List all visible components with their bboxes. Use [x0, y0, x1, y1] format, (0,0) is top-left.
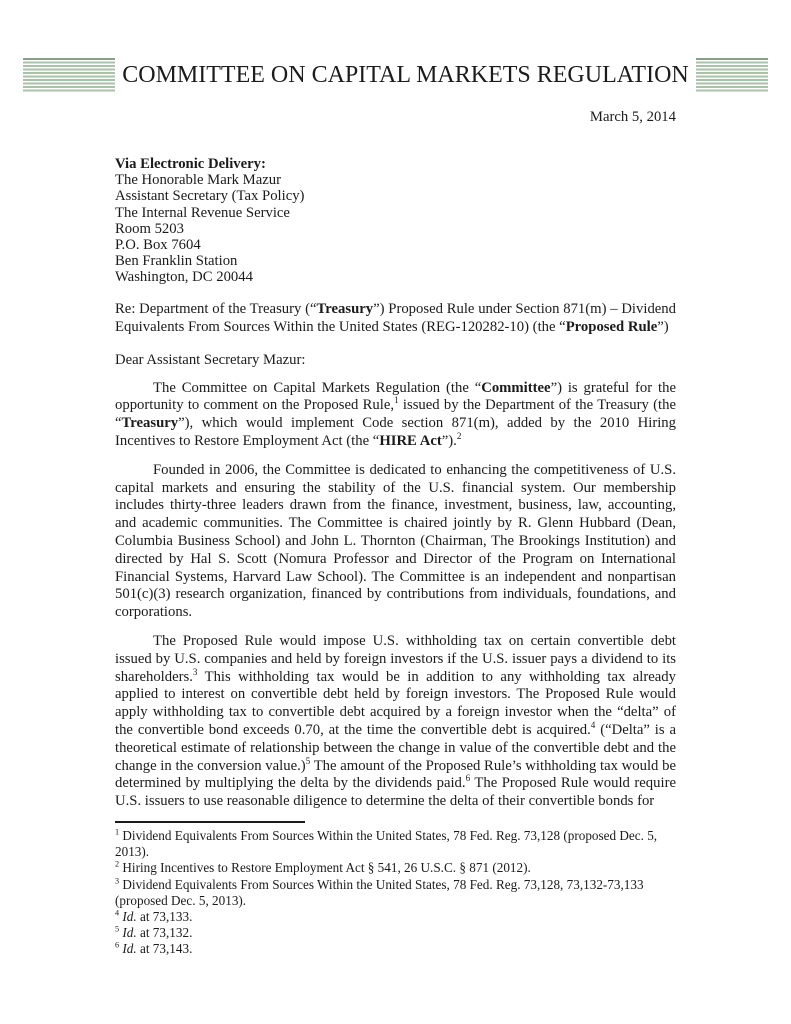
recipient-address-line: The Internal Revenue Service: [115, 204, 290, 221]
footnote-reference: 1: [394, 395, 399, 406]
body-paragraph: Founded in 2006, the Committee is dedicated to enhancing the competitiveness of U.S. capital markets and ensuring the stability of the U.S. financial system. Our membership includes thirty-three leaders drawn from the finance, investment, business, law, accounting, and academic communities. The Committee is chaired jointly by R. Glenn Hubbard (Dean, Columbia Business School) and John L. Thornton (Chairman, The Brookings Institution) and directed by Hal S. Scott (Nomura Professor and Director of the Program on International Financial Systems, Harvard Law School). The Committee is an independent and nonpartisan 501(c)(3) research organization, financed by contributions from individuals, foundations, and corporations.: [115, 461, 676, 621]
recipient-block: [115, 156, 676, 286]
recipient-address: [115, 172, 676, 285]
footnote-reference: 5: [305, 755, 311, 766]
footnote-number: 5: [115, 924, 120, 934]
footnote: $^2$ Hiring Incentives to Restore Employment Act § 541, 26 U.S.C. § 871 (2012).: [115, 859, 531, 876]
delivery-method: Via Electronic Delivery:: [115, 156, 266, 172]
body-paragraph: The Committee on Capital Markets Regulation (the “Committee”) is grateful for the opportunity to comment on the Proposed Rule,$^1$ issued by the Department of the Treasury (the “Treasury”), which would implement Code section 871(m), added by the 2010 Hiring Incentives to Restore Employment Act (the “HIRE Act”).$^2$: [115, 379, 676, 450]
footnote-reference: 3: [192, 666, 198, 677]
footnote-number: 2: [115, 859, 120, 869]
body-paragraph: The Proposed Rule would impose U.S. withholding tax on certain convertible debt issued by U.S. companies and held by foreign investors if the U.S. issuer pays a dividend to its shareholders.$^3$ This withholding tax would be in addition to any withholding tax already applied to interest on convertible debt held by foreign investors. The Proposed Rule would apply withholding tax to convertible debt acquired by a foreign investor when the “delta” of the convertible bond exceeds 0.70, at the time the convertible debt is acquired.$^4$ (“Delta” is a theoretical estimate of relationship between the change in value of the convertible debt and the change in the conversion value.)$^5$ The amount of the Proposed Rule’s withholding tax would be determined by multiplying the delta by the dividends paid.$^6$ The Proposed Rule would require U.S. issuers to use reasonable diligence to determine the delta of their convertible bonds for: [115, 632, 676, 810]
letterhead-stripes-left-icon: [23, 58, 115, 93]
recipient-address-line: Assistant Secretary (Tax Policy): [115, 188, 305, 205]
footnote: $^3$ Dividend Equivalents From Sources Within the United States, 78 Fed. Reg. 73,128, 73,132-73,133 (proposed Dec. 5, 2013).: [115, 876, 644, 908]
recipient-address-line: Ben Franklin Station: [115, 253, 238, 270]
footnote: $^4$ Id. at 73,133.: [115, 908, 193, 924]
salutation: Dear Assistant Secretary Mazur:: [115, 351, 306, 368]
letterhead: [23, 57, 768, 93]
letter-date: March 5, 2014: [589, 109, 676, 125]
footnote-reference: 6: [465, 773, 471, 784]
footnote-number: 1: [115, 827, 120, 837]
letter-body: [115, 380, 676, 811]
footnote: $^5$ Id. at 73,132.: [115, 924, 193, 941]
letterhead-stripes-right-icon: [696, 58, 768, 93]
footnote-number: 4: [115, 908, 120, 918]
footnotes-block: [115, 828, 676, 958]
subject-line: Re: Department of the Treasury (“Treasury”) Proposed Rule under Section 871(m) – Dividend Equivalents From Sources Within the United States (REG-120282-10) (the “Proposed Rule”): [115, 300, 676, 336]
footnote-reference: 4: [590, 720, 596, 731]
recipient-address-line: The Honorable Mark Mazur: [115, 172, 281, 189]
footnote: $^6$ Id. at 73,143.: [115, 940, 193, 957]
footnote-number: 6: [115, 940, 120, 950]
recipient-address-line: P.O. Box 7604: [115, 237, 201, 254]
footnote-number: 3: [115, 876, 120, 886]
footnote-separator: [115, 821, 305, 823]
footnote-reference: 2: [456, 431, 462, 442]
organization-title: COMMITTEE ON CAPITAL MARKETS REGULATION: [122, 61, 689, 88]
footnote: $^1$ Dividend Equivalents From Sources Within the United States, 78 Fed. Reg. 73,128 (proposed Dec. 5, 2013).: [115, 827, 658, 860]
recipient-address-line: Washington, DC 20044: [115, 269, 253, 286]
recipient-address-line: Room 5203: [115, 220, 184, 237]
letter-content: [115, 108, 676, 958]
